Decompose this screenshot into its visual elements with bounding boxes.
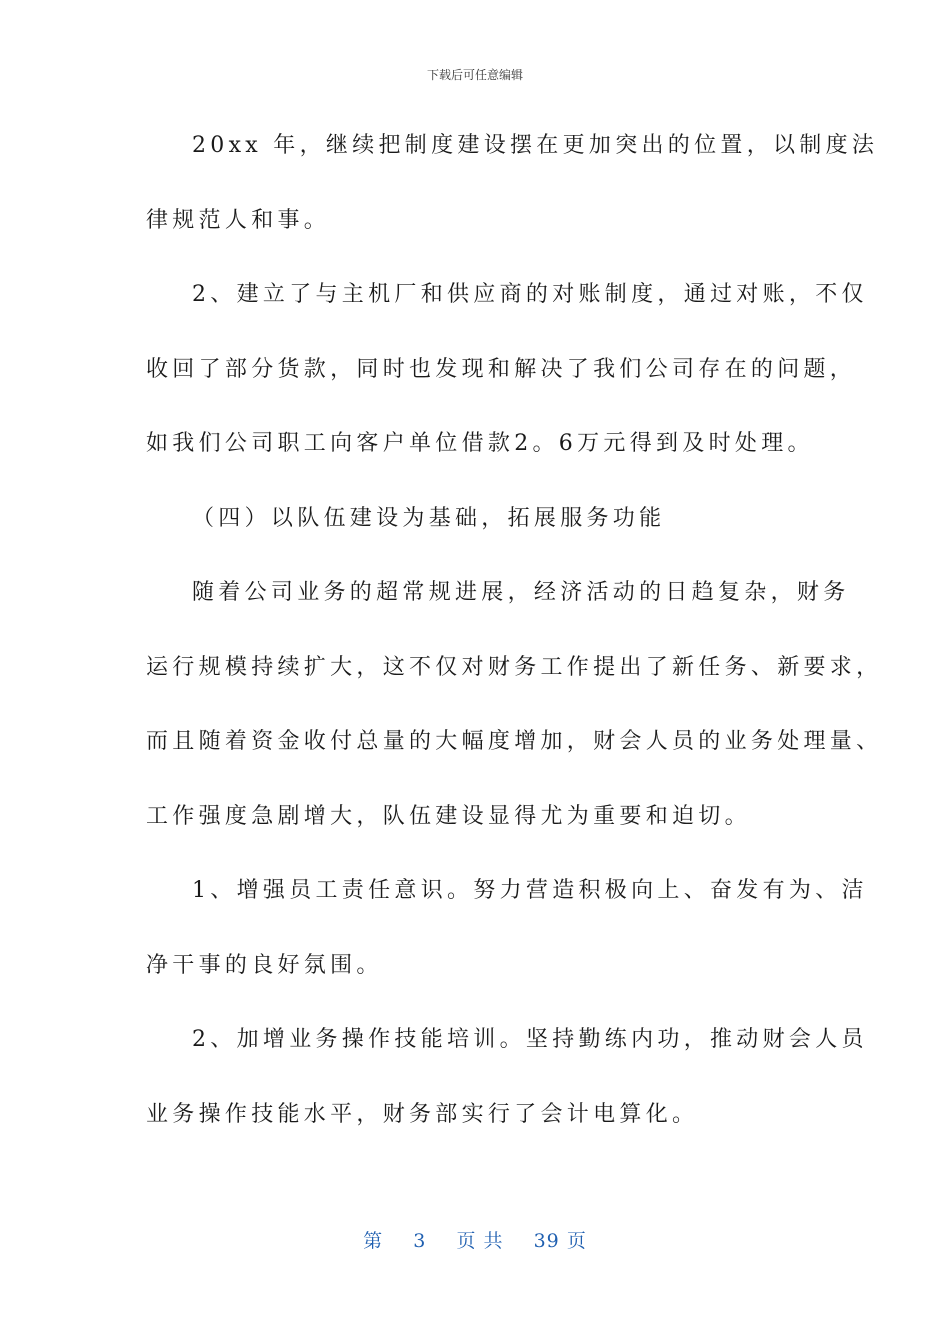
body-line: 律规范人和事。 (146, 207, 331, 233)
body-line: 2、建立了与主机厂和供应商的对账制度，通过对账，不仅 (192, 282, 868, 307)
body-line: 净干事的良好氛围。 (146, 952, 383, 978)
body-line: 20xx 年，继续把制度建设摆在更加突出的位置，以制度法 (192, 133, 879, 158)
body-line: 运行规模持续扩大，这不仅对财务工作提出了新任务、新要求， (146, 654, 883, 680)
document-body (146, 124, 883, 1167)
body-line: 收回了部分货款，同时也发现和解决了我们公司存在的问题， (146, 356, 857, 382)
page-header-note: 下载后可任意编辑 (426, 68, 523, 82)
footer-suffix: 页 (566, 1230, 587, 1252)
body-line: 1、增强员工责任意识。努力营造积极向上、奋发有为、洁 (192, 878, 868, 903)
section-heading: （四）以队伍建设为基础，拓展服务功能 (192, 505, 666, 531)
body-line: 业务操作技能水平，财务部实行了会计电算化。 (146, 1101, 699, 1127)
footer-middle: 页 共 (456, 1230, 504, 1252)
body-line: 工作强度急剧增大，队伍建设显得尤为重要和迫切。 (146, 803, 751, 829)
page-number-footer (0, 1226, 950, 1253)
body-line: 如我们公司职工向客户单位借款2。6万元得到及时处理。 (146, 431, 814, 456)
body-line: 随着公司业务的超常规进展，经济活动的日趋复杂，财务 (192, 580, 850, 605)
total-pages: 39 (533, 1230, 560, 1252)
footer-prefix: 第 (363, 1230, 384, 1252)
body-line: 2、加增业务操作技能培训。坚持勤练内功，推动财会人员 (192, 1027, 868, 1052)
current-page-number: 3 (413, 1230, 427, 1252)
body-line: 而且随着资金收付总量的大幅度增加，财会人员的业务处理量、 (146, 729, 883, 754)
